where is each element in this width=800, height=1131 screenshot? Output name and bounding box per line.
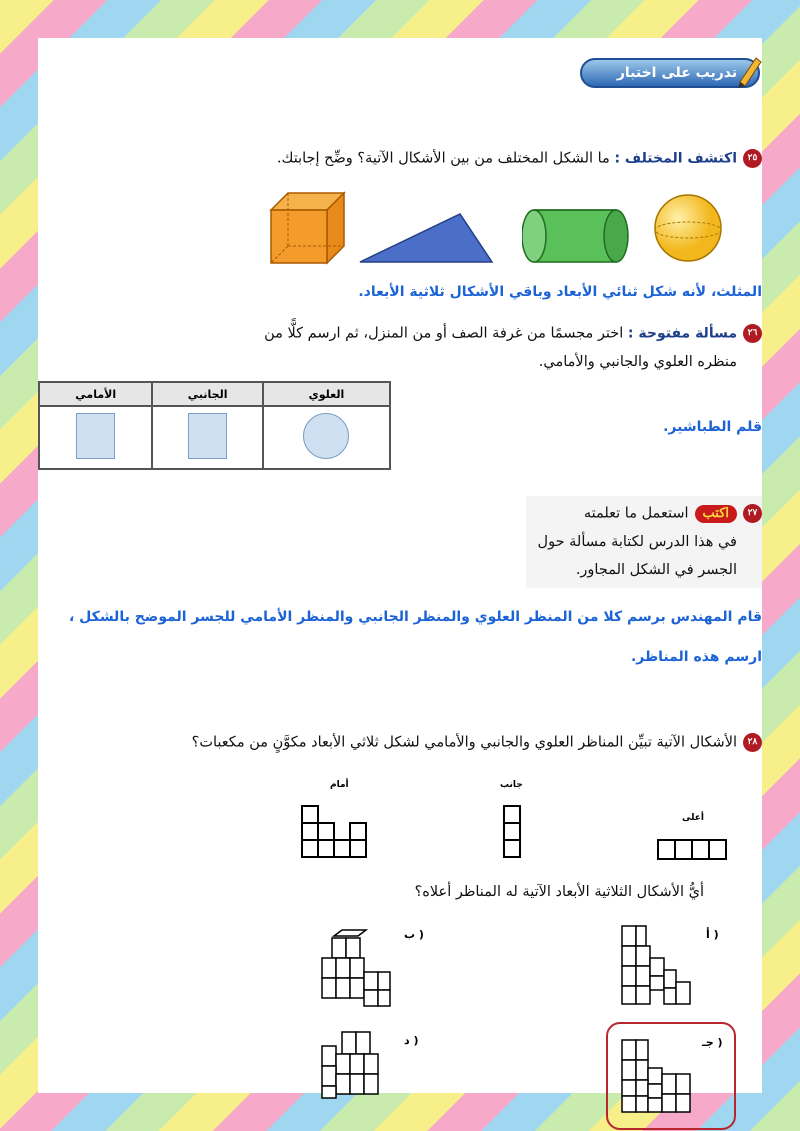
option-b-label: ب ) bbox=[404, 928, 424, 941]
answer-26: قلم الطباشير. bbox=[663, 419, 762, 435]
question-number: ٢٨ bbox=[743, 733, 762, 752]
question-keyword: اكتشف المختلف : bbox=[614, 150, 737, 167]
side-view-cell bbox=[152, 406, 262, 469]
top-view-diagram bbox=[656, 838, 728, 862]
question-text: ما الشكل المختلف من بين الأشكال الآتية؟ وضِّح إجابتك. bbox=[276, 150, 615, 167]
sphere-shape bbox=[652, 192, 724, 264]
top-view-cell bbox=[263, 406, 390, 469]
option-a-cubes[interactable] bbox=[618, 922, 696, 1010]
cube-shape bbox=[266, 188, 346, 266]
header-side: الجانبي bbox=[152, 382, 262, 406]
question-keyword: مسألة مفتوحة : bbox=[627, 325, 737, 342]
pencil-icon bbox=[734, 52, 762, 88]
option-d-cubes[interactable] bbox=[318, 1028, 384, 1104]
worksheet-page bbox=[38, 38, 762, 1093]
side-view-rectangle bbox=[188, 413, 227, 459]
top-view-circle bbox=[303, 413, 349, 459]
front-view-cell bbox=[39, 406, 152, 469]
answer-27-line1: قام المهندس برسم كلا من المنظر العلوي والمنظر الجانبي والمنظر الأمامي للجسر الموضح بالشكل ، bbox=[68, 609, 762, 625]
write-badge: اكتب bbox=[695, 505, 738, 523]
question-27 bbox=[584, 504, 762, 523]
top-view-label: أعلى bbox=[682, 813, 705, 823]
question-text-line1: استعمل ما تعلمته bbox=[583, 505, 689, 522]
question-25 bbox=[277, 149, 762, 168]
triangle-shape bbox=[356, 210, 496, 266]
test-practice-banner bbox=[580, 58, 760, 88]
question-text-line1: اختر مجسمًا من غرفة الصف أو من المنزل، ثم ارسم كلًّا من bbox=[264, 325, 628, 342]
side-view-label: جانب bbox=[500, 780, 523, 790]
question-text: الأشكال الآتية تبيِّن المناظر العلوي والجانبي والأمامي لشكل ثلاثي الأبعاد مكوَّنٍ من مكعبات؟ bbox=[191, 734, 737, 751]
question-26-line2: منظره العلوي والجانبي والأمامي. bbox=[538, 354, 737, 370]
question-number: ٢٧ bbox=[743, 504, 762, 523]
views-table bbox=[38, 381, 391, 470]
front-view-diagram bbox=[300, 804, 372, 860]
option-b-cubes[interactable] bbox=[318, 926, 394, 1010]
question-number: ٢٦ bbox=[743, 324, 762, 343]
answer-27-line2: ارسم هذه المناظر. bbox=[630, 649, 762, 665]
option-c-cubes[interactable] bbox=[618, 1032, 698, 1118]
banner-label: تدريب على اختبار bbox=[616, 65, 738, 81]
option-c-label: جـ ) bbox=[702, 1036, 723, 1049]
front-view-rectangle bbox=[76, 413, 115, 459]
option-d-label: د ) bbox=[404, 1034, 419, 1047]
side-view-diagram bbox=[502, 804, 524, 860]
question-26 bbox=[264, 324, 762, 343]
question-28 bbox=[192, 733, 762, 752]
answer-25: المثلث، لأنه شكل ثنائي الأبعاد وباقي الأشكال ثلاثية الأبعاد. bbox=[358, 284, 762, 300]
question-27-line3: الجسر في الشكل المجاور. bbox=[575, 562, 737, 578]
question-number: ٢٥ bbox=[743, 149, 762, 168]
question-27-line2: في هذا الدرس لكتابة مسألة حول bbox=[537, 534, 737, 550]
front-view-label: أمام bbox=[330, 780, 349, 790]
option-a-label: أ ) bbox=[706, 928, 719, 941]
question-28-prompt: أيُّ الأشكال الثلاثية الأبعاد الآتية له المناظر أعلاه؟ bbox=[414, 884, 704, 900]
cylinder-shape bbox=[522, 206, 632, 266]
header-front: الأمامي bbox=[39, 382, 152, 406]
header-top: العلوي bbox=[263, 382, 390, 406]
